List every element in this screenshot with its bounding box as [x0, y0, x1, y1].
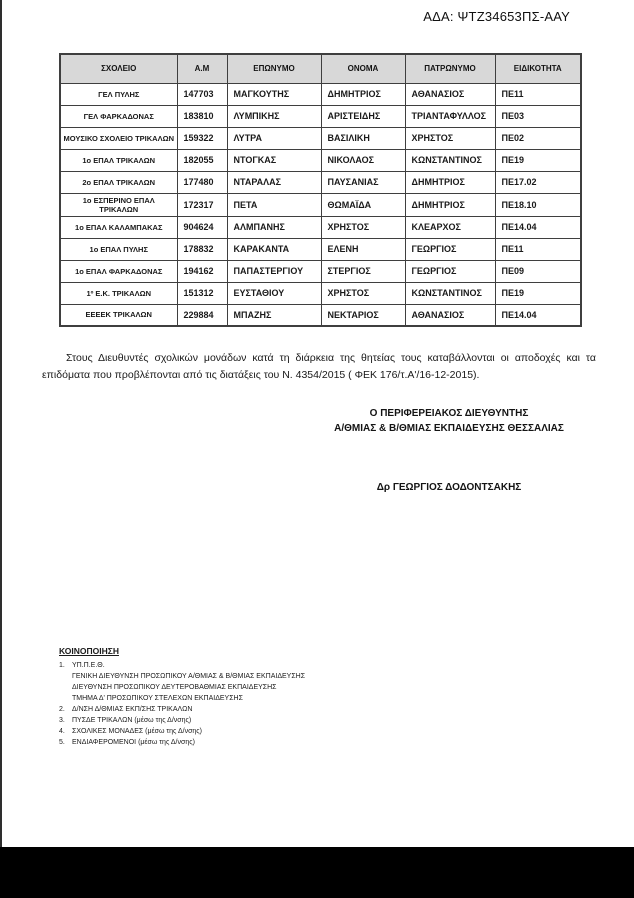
distribution-item-text: Δ/ΝΣΗ Δ/ΘΜΙΑΣ ΕΚΠ/ΣΗΣ ΤΡΙΚΑΛΩΝ [72, 706, 193, 713]
cell-surname: ΑΛΜΠΑΝΗΣ [227, 216, 321, 238]
signature-title-line1: Ο ΠΕΡΙΦΕΡΕΙΑΚΟΣ ΔΙΕΥΘΥΝΤΗΣ [369, 408, 529, 419]
header-school: ΣΧΟΛΕΙΟ [60, 54, 177, 83]
cell-school: ΓΕΛ ΦΑΡΚΑΔΟΝΑΣ [60, 105, 177, 127]
table-row [60, 127, 581, 149]
cell-am: 182055 [177, 149, 227, 171]
cell-surname: ΛΥΤΡΑ [227, 127, 321, 149]
table-body [60, 83, 581, 326]
cell-school: 1ο ΕΠΑΛ ΤΡΙΚΑΛΩΝ [60, 149, 177, 171]
cell-firstname: ΔΗΜΗΤΡΙΟΣ [321, 83, 405, 105]
cell-school: 1ο ΕΠΑΛ ΦΑΡΚΑΔΟΝΑΣ [60, 260, 177, 282]
cell-surname: ΕΥΣΤΑΘΙΟΥ [227, 282, 321, 304]
distribution-item [59, 704, 305, 715]
table-row [60, 304, 581, 326]
signature-title-line2: Α/ΘΜΙΑΣ & Β/ΘΜΙΑΣ ΕΚΠΑΙΔΕΥΣΗΣ ΘΕΣΣΑΛΙΑΣ [334, 422, 564, 434]
distribution-list [59, 660, 305, 748]
cell-specialty: ΠΕ11 [495, 238, 581, 260]
cell-firstname: ΕΛΕΝΗ [321, 238, 405, 260]
cell-firstname: ΝΕΚΤΑΡΙΟΣ [321, 304, 405, 326]
cell-specialty: ΠΕ14.04 [495, 304, 581, 326]
distribution-item [59, 737, 305, 748]
cell-surname: ΠΑΠΑΣΤΕΡΓΙΟΥ [227, 260, 321, 282]
distribution-item-number: 2. [59, 706, 65, 713]
cell-father-name: ΓΕΩΡΓΙΟΣ [405, 238, 495, 260]
cell-specialty: ΠΕ11 [495, 83, 581, 105]
table-row [60, 193, 581, 216]
distribution-item-text: ΣΧΟΛΙΚΕΣ ΜΟΝΑΔΕΣ (μέσω της Δ/νσης) [72, 728, 203, 735]
distribution-item [59, 726, 305, 737]
cell-surname: ΝΤΑΡΑΛΑΣ [227, 171, 321, 193]
cell-surname: ΚΑΡΑΚΑΝΤΑ [227, 238, 321, 260]
cell-father-name: ΔΗΜΗΤΡΙΟΣ [405, 171, 495, 193]
distribution-item-text: ΥΠ.Π.Ε.Θ. [72, 662, 105, 669]
cell-father-name: ΑΘΑΝΑΣΙΟΣ [405, 304, 495, 326]
table-row [60, 149, 581, 171]
cell-am: 904624 [177, 216, 227, 238]
cell-specialty: ΠΕ03 [495, 105, 581, 127]
cell-firstname: ΒΑΣΙΛΙΚΗ [321, 127, 405, 149]
cell-father-name: ΔΗΜΗΤΡΙΟΣ [405, 193, 495, 216]
staff-assignments-table [59, 53, 582, 327]
table-row [60, 260, 581, 282]
header-specialty: ΕΙΔΙΚΟΤΗΤΑ [495, 54, 581, 83]
cell-am: 159322 [177, 127, 227, 149]
cell-school: 1ο ΕΣΠΕΡΙΝΟ ΕΠΑΛ ΤΡΙΚΑΛΩΝ [60, 193, 177, 216]
cell-am: 151312 [177, 282, 227, 304]
table-row [60, 216, 581, 238]
table-row [60, 83, 581, 105]
distribution-item-text: ΕΝΔΙΑΦΕΡΟΜΕΝΟΙ (μέσω της Δ/νσης) [72, 739, 195, 746]
cell-father-name: ΚΛΕΑΡΧΟΣ [405, 216, 495, 238]
distribution-section [59, 645, 305, 748]
cell-surname: ΠΕΤΑ [227, 193, 321, 216]
table-row [60, 238, 581, 260]
cell-firstname: ΧΡΗΣΤΟΣ [321, 282, 405, 304]
cell-firstname: ΑΡΙΣΤΕΙΔΗΣ [321, 105, 405, 127]
distribution-item-number: 4. [59, 728, 65, 735]
cell-firstname: ΣΤΕΡΓΙΟΣ [321, 260, 405, 282]
cell-father-name: ΚΩΝΣΤΑΝΤΙΝΟΣ [405, 149, 495, 171]
cell-surname: ΝΤΟΓΚΑΣ [227, 149, 321, 171]
table-row [60, 105, 581, 127]
header-surname: ΕΠΩΝΥΜΟ [227, 54, 321, 83]
distribution-item-number: 3. [59, 717, 65, 724]
distribution-item [59, 715, 305, 726]
cell-father-name: ΚΩΝΣΤΑΝΤΙΝΟΣ [405, 282, 495, 304]
cell-am: 229884 [177, 304, 227, 326]
cell-surname: ΜΠΑΖΗΣ [227, 304, 321, 326]
cell-firstname: ΠΑΥΣΑΝΙΑΣ [321, 171, 405, 193]
cell-am: 178832 [177, 238, 227, 260]
table-row [60, 171, 581, 193]
header-firstname: ΟΝΟΜΑ [321, 54, 405, 83]
cell-am: 172317 [177, 193, 227, 216]
distribution-title: ΚΟΙΝΟΠΟΙΗΣΗ [59, 646, 119, 656]
cell-am: 194162 [177, 260, 227, 282]
cell-school: 1º Ε.Κ. ΤΡΙΚΑΛΩΝ [60, 282, 177, 304]
distribution-item-text: ΠΥΣΔΕ ΤΡΙΚΑΛΩΝ (μέσω της Δ/νσης) [72, 717, 192, 724]
cell-father-name: ΤΡΙΑΝΤΑΦΥΛΛΟΣ [405, 105, 495, 127]
cell-firstname: ΧΡΗΣΤΟΣ [321, 216, 405, 238]
distribution-item-number: 5. [59, 739, 65, 746]
cell-school: ΕΕΕΕΚ ΤΡΙΚΑΛΩΝ [60, 304, 177, 326]
cell-specialty: ΠΕ02 [495, 127, 581, 149]
cell-specialty: ΠΕ17.02 [495, 171, 581, 193]
cell-specialty: ΠΕ09 [495, 260, 581, 282]
header-father-name: ΠΑΤΡΩΝΥΜΟ [405, 54, 495, 83]
table-row [60, 282, 581, 304]
cell-school: 1ο ΕΠΑΛ ΚΑΛΑΜΠΑΚΑΣ [60, 216, 177, 238]
cell-surname: ΜΑΓΚΟΥΤΗΣ [227, 83, 321, 105]
cell-surname: ΛΥΜΠΙΚΗΣ [227, 105, 321, 127]
signatory-name: Δρ ΓΕΩΡΓΙΟΣ ΔΟΔΟΝΤΣΑΚΗΣ [376, 482, 522, 493]
body-paragraph: Στους Διευθυντές σχολικών μονάδων κατά τη διάρκεια της θητείας τους καταβάλλονται οι αποδοχές και τα επιδόματα που προβλέπονται από τις διατάξεις του Ν. 4354/2015 ( ΦΕΚ 176/τ.Α'/16-12-2015). [42, 352, 596, 381]
ada-code: ΑΔΑ: ΨΤΖ34653ΠΣ-ΑΑΥ [423, 9, 570, 24]
distribution-item-subline: ΓΕΝΙΚΗ ΔΙΕΥΘΥΝΣΗ ΠΡΟΣΩΠΙΚΟΥ Α/ΘΜΙΑΣ & Β/ΘΜΙΑΣ ΕΚΠΑΙΔΕΥΣΗΣ [72, 673, 306, 680]
distribution-item-subline: ΤΜΗΜΑ Δ' ΠΡΟΣΩΠΙΚΟΥ ΣΤΕΛΕΧΩΝ ΕΚΠΑΙΔΕΥΣΗΣ [72, 695, 243, 702]
cell-father-name: ΑΘΑΝΑΣΙΟΣ [405, 83, 495, 105]
cell-school: ΜΟΥΣΙΚΟ ΣΧΟΛΕΙΟ ΤΡΙΚΑΛΩΝ [60, 127, 177, 149]
cell-father-name: ΓΕΩΡΓΙΟΣ [405, 260, 495, 282]
cell-specialty: ΠΕ19 [495, 149, 581, 171]
table-header-row [60, 54, 581, 83]
cell-firstname: ΝΙΚΟΛΑΟΣ [321, 149, 405, 171]
cell-am: 183810 [177, 105, 227, 127]
cell-am: 147703 [177, 83, 227, 105]
cell-school: ΓΕΛ ΠΥΛΗΣ [60, 83, 177, 105]
cell-specialty: ΠΕ14.04 [495, 216, 581, 238]
header-registry-number: Α.Μ [177, 54, 227, 83]
distribution-item-number: 1. [59, 662, 65, 669]
cell-am: 177480 [177, 171, 227, 193]
cell-father-name: ΧΡΗΣΤΟΣ [405, 127, 495, 149]
cell-firstname: ΘΩΜΑΪΔΑ [321, 193, 405, 216]
cell-school: 1ο ΕΠΑΛ ΠΥΛΗΣ [60, 238, 177, 260]
cell-specialty: ΠΕ19 [495, 282, 581, 304]
cell-school: 2ο ΕΠΑΛ ΤΡΙΚΑΛΩΝ [60, 171, 177, 193]
signature-block [264, 407, 634, 496]
distribution-item-subline: ΔΙΕΥΘΥΝΣΗ ΠΡΟΣΩΠΙΚΟΥ ΔΕΥΤΕΡΟΒΑΘΜΙΑΣ ΕΚΠΑΙΔΕΥΣΗΣ [72, 684, 277, 691]
distribution-item [59, 660, 305, 671]
cell-specialty: ΠΕ18.10 [495, 193, 581, 216]
